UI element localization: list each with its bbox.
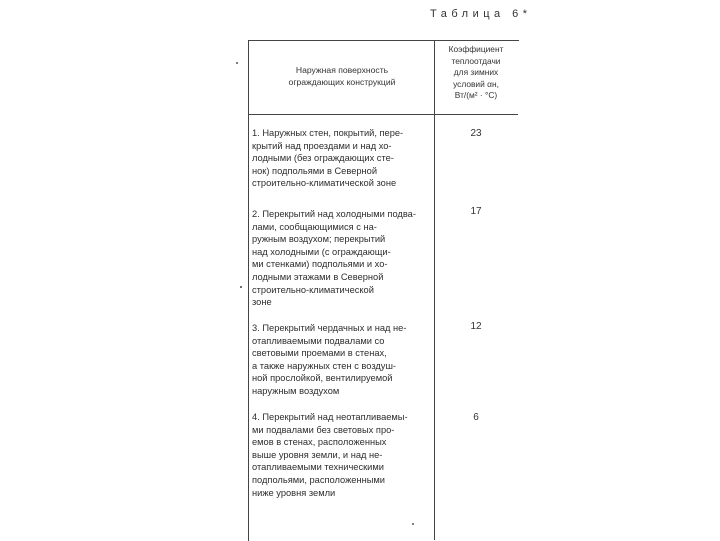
scan-speck <box>240 286 242 288</box>
row-3-text: 3. Перекрытий чердачных и над не- отапливаемыми подвалами со световыми проемами в стенах, а также наружных стен с воздуш- ной прослойкой, вентилируемой наружным воздухом <box>252 323 407 396</box>
header-surface: Наружная поверхность ограждающих конструкций <box>288 65 396 87</box>
scan-speck <box>236 62 238 64</box>
row-1-value: 23 <box>470 128 482 139</box>
row-4-value: 6 <box>473 412 479 423</box>
row-3-value: 12 <box>470 321 482 332</box>
table-caption: Таблица 6* <box>430 8 532 20</box>
row-2-value: 17 <box>470 206 482 217</box>
header-rule <box>248 114 518 115</box>
row-1-text: 1. Наружных стен, покрытий, пере- крытий над проездами и над хо- лодными (без ограждающих сте- нок) подпольями в Северной строительно-климатической зоне <box>252 128 404 189</box>
scan-speck <box>412 523 414 525</box>
column-divider <box>434 40 435 540</box>
row-4-text: 4. Перекрытий над неотапливаемы- ми подвалами без световых про- емов в стенах, расположенных выше уровня земли, и над не- отапливаемыми техническими подпольями, расположенными ниже уровня земли <box>252 412 408 498</box>
header-coefficient: Коэффициент теплоотдачи для зимних условий αн, Вт/(м² · °С) <box>448 44 504 101</box>
row-2-text: 2. Перекрытий над холодными подва- лами, сообщающимися с на- ружным воздухом; перекрытий над холодными (с ограждающи- ми стенками) подпольями и хо- лодными этажами в Северной строительно-климатической зоне <box>252 209 416 308</box>
